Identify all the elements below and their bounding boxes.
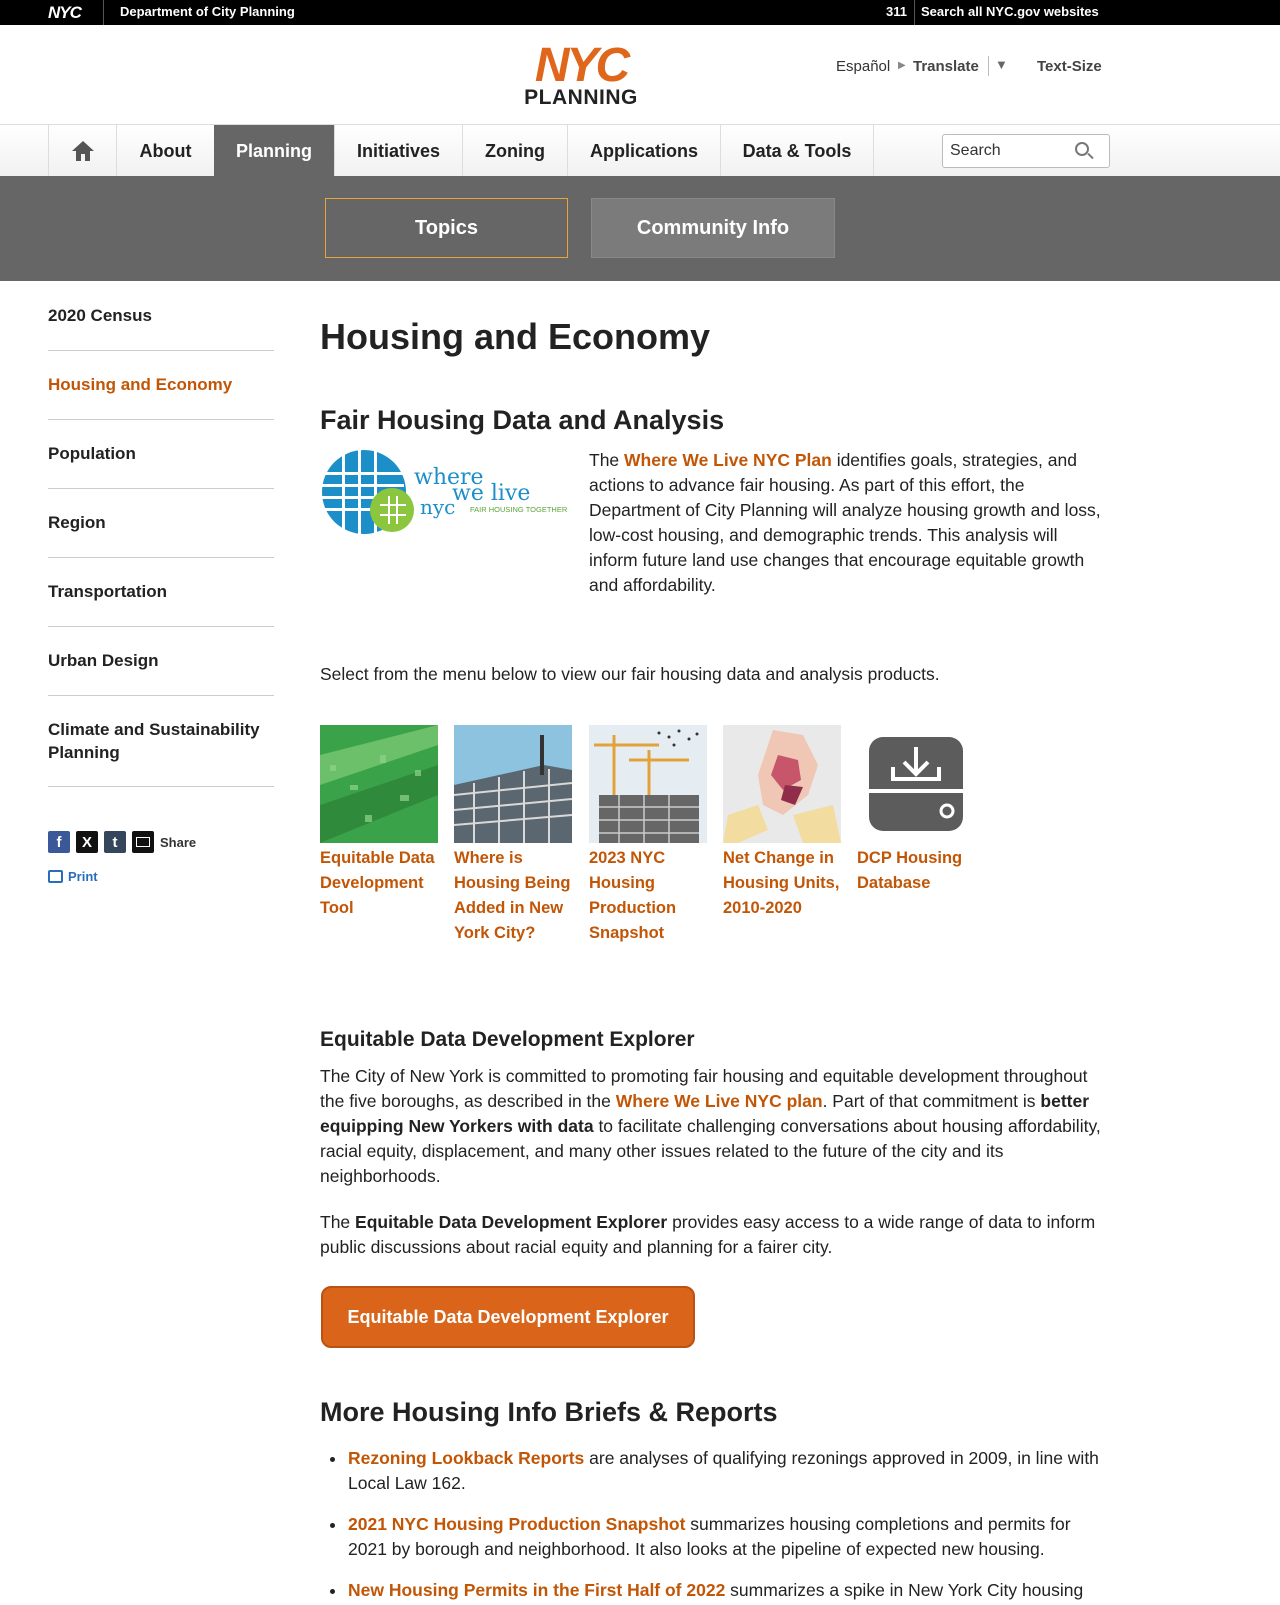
nav-planning[interactable]: Planning (214, 125, 334, 177)
nav-applications[interactable]: Applications (567, 125, 720, 177)
print-link[interactable] (48, 869, 98, 884)
espanol-link[interactable]: Español (836, 58, 891, 75)
search-all-nyc-link[interactable]: Search all NYC.gov websites (921, 4, 1099, 19)
explorer-heading: Equitable Data Development Explorer (320, 1028, 695, 1051)
nav-initiatives[interactable]: Initiatives (334, 125, 462, 177)
top-bar (0, 0, 1280, 25)
translate-link[interactable]: Translate (913, 58, 979, 75)
divider (914, 0, 915, 25)
brand-bottom: PLANNING (524, 86, 638, 109)
divider (48, 350, 274, 351)
tile-housing-added[interactable] (454, 725, 572, 946)
sidebar-item-transportation[interactable]: Transportation (48, 582, 168, 601)
share-bar (48, 831, 196, 853)
nav-home[interactable] (48, 125, 116, 177)
intro-paragraph: The Where We Live NYC Plan identifies goals, strategies, and actions to advance fair housing. As part of this effort, the Department of City Planning will analyze housing growth and loss, low-cost housing, and demographic trends. This analysis will inform future land use changes that encourage equitable growth and affordability. (589, 450, 1101, 595)
fair-housing-heading: Fair Housing Data and Analysis (320, 405, 725, 435)
nyc-planning-logo[interactable] (517, 39, 645, 109)
construction-building-image (454, 725, 572, 843)
cranes-image (589, 725, 707, 843)
nav-data-tools[interactable]: Data & Tools (720, 125, 874, 177)
divider (48, 419, 274, 420)
tile-housing-database[interactable] (857, 725, 975, 896)
logo-where: where (414, 465, 484, 490)
sidebar-item-climate[interactable]: Climate and Sustainability Planning (48, 720, 260, 762)
list-item: Rezoning Lookback Reports are analyses of qualifying rezonings approved in 2009, in line with Local Law 162. (348, 1446, 1108, 1496)
divider (48, 695, 274, 696)
divider (48, 488, 274, 489)
choropleth-map-image (723, 725, 841, 843)
download-drive-icon (857, 725, 975, 843)
brand-top: NYC (534, 39, 628, 92)
list-item: New Housing Permits in the First Half of 2022 summarizes a spike in New York City housing (348, 1578, 1108, 1603)
tile-equitable-data[interactable] (320, 725, 438, 921)
logo-nyc: nyc (420, 495, 456, 519)
divider (48, 557, 274, 558)
housing-snapshot-2021-link[interactable]: 2021 NYC Housing Production Snapshot (348, 1514, 686, 1534)
tile-housing-snapshot[interactable] (589, 725, 707, 946)
divider (48, 626, 274, 627)
sidebar-item-census[interactable]: 2020 Census (48, 306, 152, 325)
logo-we-live: we live (452, 481, 531, 506)
sidebar-item-housing-economy[interactable]: Housing and Economy (48, 375, 233, 394)
housing-permits-2022-link[interactable]: New Housing Permits in the First Half of 2022 (348, 1580, 726, 1600)
search-input[interactable] (950, 136, 1070, 166)
email-icon[interactable] (132, 831, 154, 853)
search-box (942, 134, 1110, 168)
print-label: Print (68, 869, 98, 884)
text-size-link[interactable]: Text-Size (1037, 58, 1102, 75)
explorer-paragraph-2: The Equitable Data Development Explorer provides easy access to a wide range of data to inform public discussions about racial equity and planning for a fairer city. (320, 1212, 1096, 1257)
rezoning-lookback-link[interactable]: Rezoning Lookback Reports (348, 1448, 585, 1468)
tile-label[interactable]: Equitable Data Development Tool (320, 849, 435, 917)
tumblr-icon[interactable]: t (104, 831, 126, 853)
tile-label[interactable]: 2023 NYC Housing Production Snapshot (589, 849, 677, 942)
topics-button[interactable]: Topics (325, 198, 568, 258)
home-icon (72, 141, 94, 161)
facebook-icon[interactable]: f (48, 831, 70, 853)
tile-label[interactable]: Net Change in Housing Units, 2010-2020 (723, 849, 840, 917)
sidebar-item-region[interactable]: Region (48, 513, 106, 532)
tile-net-change[interactable] (723, 725, 841, 921)
sidebar-item-population[interactable]: Population (48, 444, 136, 463)
list-item: 2021 NYC Housing Production Snapshot summarizes housing completions and permits for 2021 by borough and neighborhood. It also looks at the pipeline of expected new housing. (348, 1512, 1108, 1562)
printer-icon (48, 870, 63, 883)
dropdown-arrow-icon[interactable]: ▼ (995, 57, 1008, 72)
divider (103, 0, 104, 25)
department-link[interactable]: Department of City Planning (120, 4, 295, 19)
tile-label[interactable]: DCP Housing Database (857, 849, 963, 892)
x-icon[interactable]: X (76, 831, 98, 853)
sidebar-item-urban-design[interactable]: Urban Design (48, 651, 159, 670)
share-label[interactable]: Share (160, 834, 197, 850)
logo-tagline: FAIR HOUSING TOGETHER (470, 505, 568, 514)
sub-nav (0, 176, 1280, 281)
link-311[interactable]: 311 (886, 4, 907, 19)
divider (48, 786, 274, 787)
where-we-live-logo[interactable] (320, 448, 575, 538)
nav-about[interactable]: About (116, 125, 214, 177)
nyc-logo[interactable]: NYC (48, 3, 81, 22)
explorer-button[interactable]: Equitable Data Development Explorer (321, 1286, 695, 1348)
where-we-live-plan-link[interactable]: Where We Live NYC plan (615, 1091, 823, 1111)
caret-right-icon: ▶ (898, 60, 906, 71)
where-we-live-plan-link[interactable]: Where We Live NYC Plan (624, 450, 832, 470)
community-info-button[interactable]: Community Info (591, 198, 835, 258)
tile-label[interactable]: Where is Housing Being Added in New York City? (454, 849, 571, 942)
explorer-paragraph-1: The City of New York is committed to promoting fair housing and equitable development throughout the five boroughs, as described in the Where We Live NYC plan. Part of that commitment is better equipping New Yorkers with data to facilitate challenging conversations about housing affordability, racial equity, displacement, and many other issues related to the future of the city and its neighborhoods. (320, 1066, 1101, 1186)
aerial-map-image (320, 725, 438, 843)
select-text: Select from the menu below to view our fair housing data and analysis products. (320, 664, 940, 684)
more-reports-heading: More Housing Info Briefs & Reports (320, 1397, 778, 1427)
nav-zoning[interactable]: Zoning (462, 125, 567, 177)
search-icon[interactable] (1075, 142, 1089, 156)
divider (988, 56, 989, 76)
page-title: Housing and Economy (320, 316, 711, 357)
